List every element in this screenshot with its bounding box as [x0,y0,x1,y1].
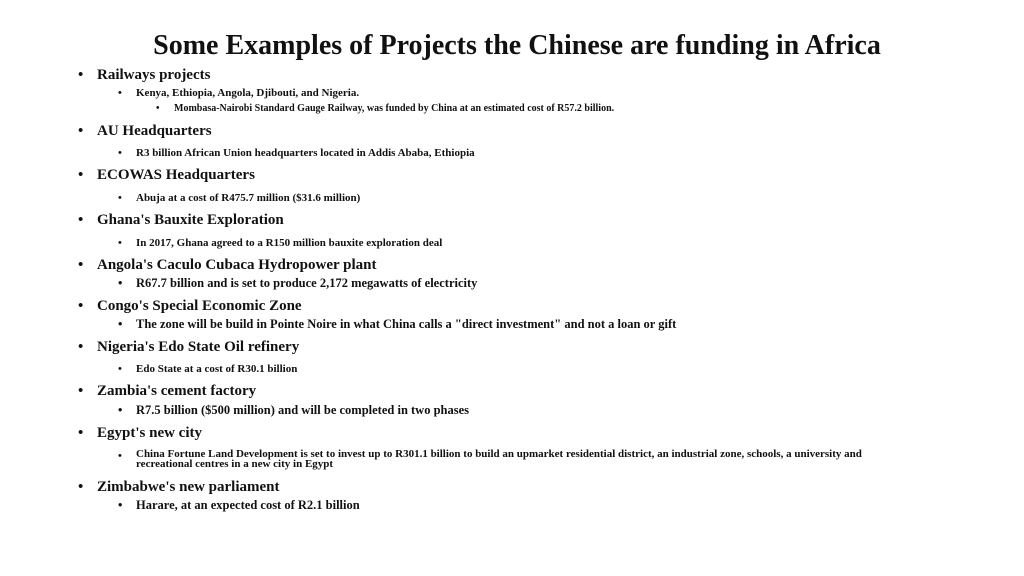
sub-bullet-text: R67.7 billion and is set to produce 2,172 megawatts of electricity [136,276,478,290]
bullet-heading: Angola's Caculo Cubaca Hydropower plant [97,257,377,273]
bullet-heading: Nigeria's Edo State Oil refinery [97,339,300,355]
bullet-icon: • [156,103,160,114]
bullet-heading: Egypt's new city [97,425,202,441]
bullet-heading: Zimbabwe's new parliament [97,479,280,495]
bullet-icon: • [118,498,123,512]
bullet-heading: ECOWAS Headquarters [97,167,255,183]
sub-bullet-text: R7.5 billion ($500 million) and will be completed in two phases [136,403,470,417]
bullet-icon: • [118,317,123,331]
bullet-icon: • [78,425,84,441]
bullet-icon: • [78,479,84,495]
bullet-heading: Congo's Special Economic Zone [97,298,302,314]
sub-sub-bullet-text: Mombasa-Nairobi Standard Gauge Railway, was funded by China at an estimated cost of R57.2 billion. [174,103,615,114]
sub-bullet-text: Harare, at an expected cost of R2.1 billion [136,498,360,512]
sub-bullet-text: The zone will be build in Pointe Noire in what China calls a "direct investment" and not a loan or gift [136,317,677,331]
bullet-icon: • [78,298,84,314]
bullet-icon: • [78,167,84,183]
bullet-icon: • [78,123,84,139]
bullet-icon: • [118,87,122,99]
sub-bullet-text: R3 billion African Union headquarters located in Addis Ababa, Ethiopia [136,147,475,159]
sub-bullet-text: In 2017, Ghana agreed to a R150 million bauxite exploration deal [136,237,443,249]
bullet-icon: • [78,257,84,273]
sub-bullet-text: Kenya, Ethiopia, Angola, Djibouti, and Nigeria. [136,87,360,99]
sub-bullet-text: Edo State at a cost of R30.1 billion [136,363,298,375]
bullet-heading: AU Headquarters [97,123,212,139]
bullet-icon: • [118,192,122,204]
bullet-icon: • [78,339,84,355]
bullet-icon: • [118,363,122,375]
bullet-icon: • [118,147,122,159]
bullet-heading: Zambia's cement factory [97,383,257,399]
sub-bullet [118,449,908,477]
bullet-heading: Railways projects [97,67,211,83]
bullet-icon: • [118,450,122,462]
bullet-icon: • [78,67,84,83]
sub-bullet-text: Abuja at a cost of R475.7 million ($31.6 million) [136,192,361,204]
bullet-icon: • [78,383,84,399]
sub-bullet-text: China Fortune Land Development is set to invest up to R301.1 billion to build an upmarket residential district, an industrial zone, schools, a university and recreational centres in a new city in Egypt [136,448,862,470]
bullet-icon: • [78,212,84,228]
bullet-icon: • [118,237,122,249]
bullet-icon: • [118,403,123,417]
bullet-icon: • [118,276,123,290]
slide-title: Some Examples of Projects the Chinese are funding in Africa [153,30,881,61]
bullet-heading: Ghana's Bauxite Exploration [97,212,284,228]
